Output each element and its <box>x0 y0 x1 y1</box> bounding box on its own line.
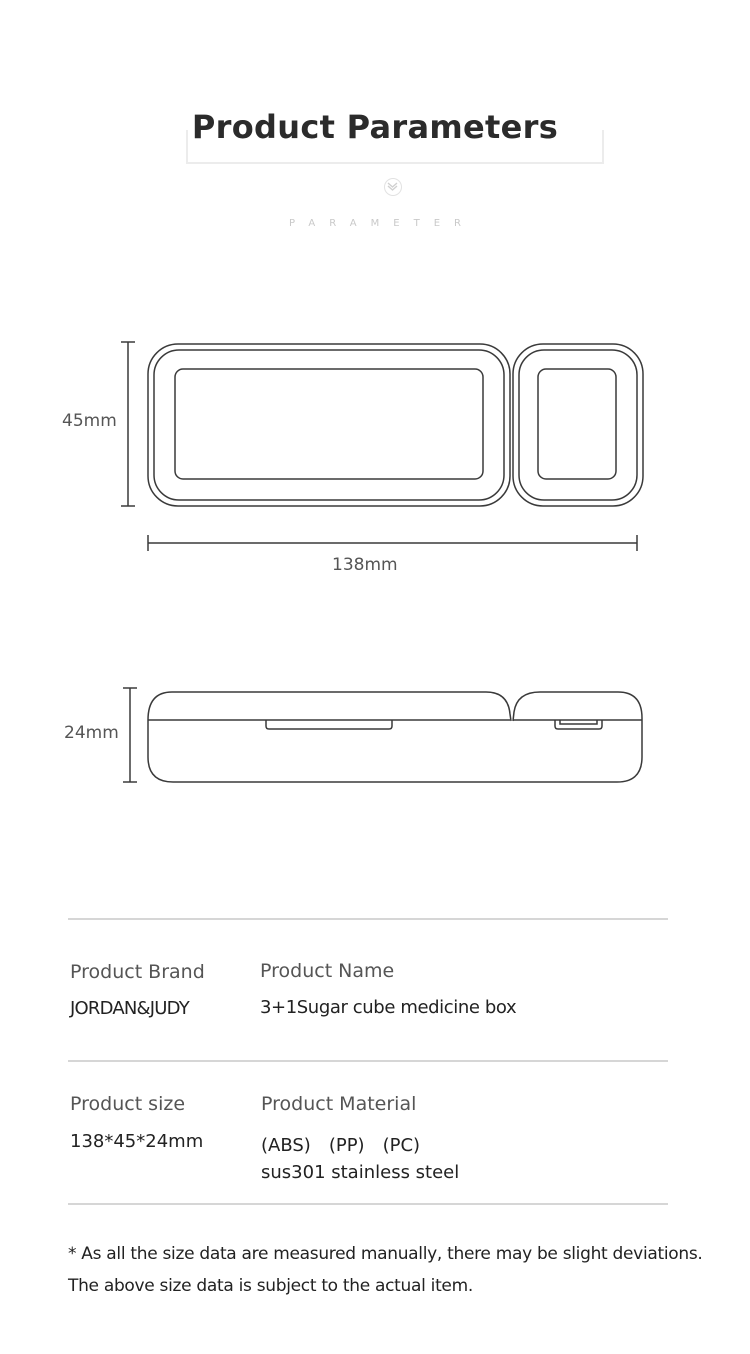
material-value-1: (ABS) (PP) (PC) <box>261 1135 421 1156</box>
height-dimension-label: 45mm <box>62 411 117 431</box>
size-value: 138*45*24mm <box>70 1131 204 1152</box>
material-value-2: sus301 stainless steel <box>261 1162 460 1183</box>
material-label: Product Material <box>261 1093 417 1115</box>
disclaimer-line-2: The above size data is subject to the actual item. <box>68 1276 473 1296</box>
depth-dimension-label: 24mm <box>64 723 119 743</box>
brand-value: JORDAN&JUDY <box>70 998 189 1019</box>
name-label: Product Name <box>260 960 395 982</box>
width-dimension-label: 138mm <box>332 555 398 575</box>
table-divider-bottom <box>68 1203 668 1205</box>
page-subtitle: PARAMETER <box>289 218 475 229</box>
name-value: 3+1Sugar cube medicine box <box>260 997 517 1018</box>
table-divider-top <box>68 918 668 920</box>
page-title: Product Parameters <box>188 108 562 146</box>
table-divider-middle <box>68 1060 668 1062</box>
size-label: Product size <box>70 1093 186 1115</box>
brand-label: Product Brand <box>70 961 205 983</box>
disclaimer-line-1: * As all the size data are measured manually, there may be slight deviations. <box>68 1244 703 1264</box>
